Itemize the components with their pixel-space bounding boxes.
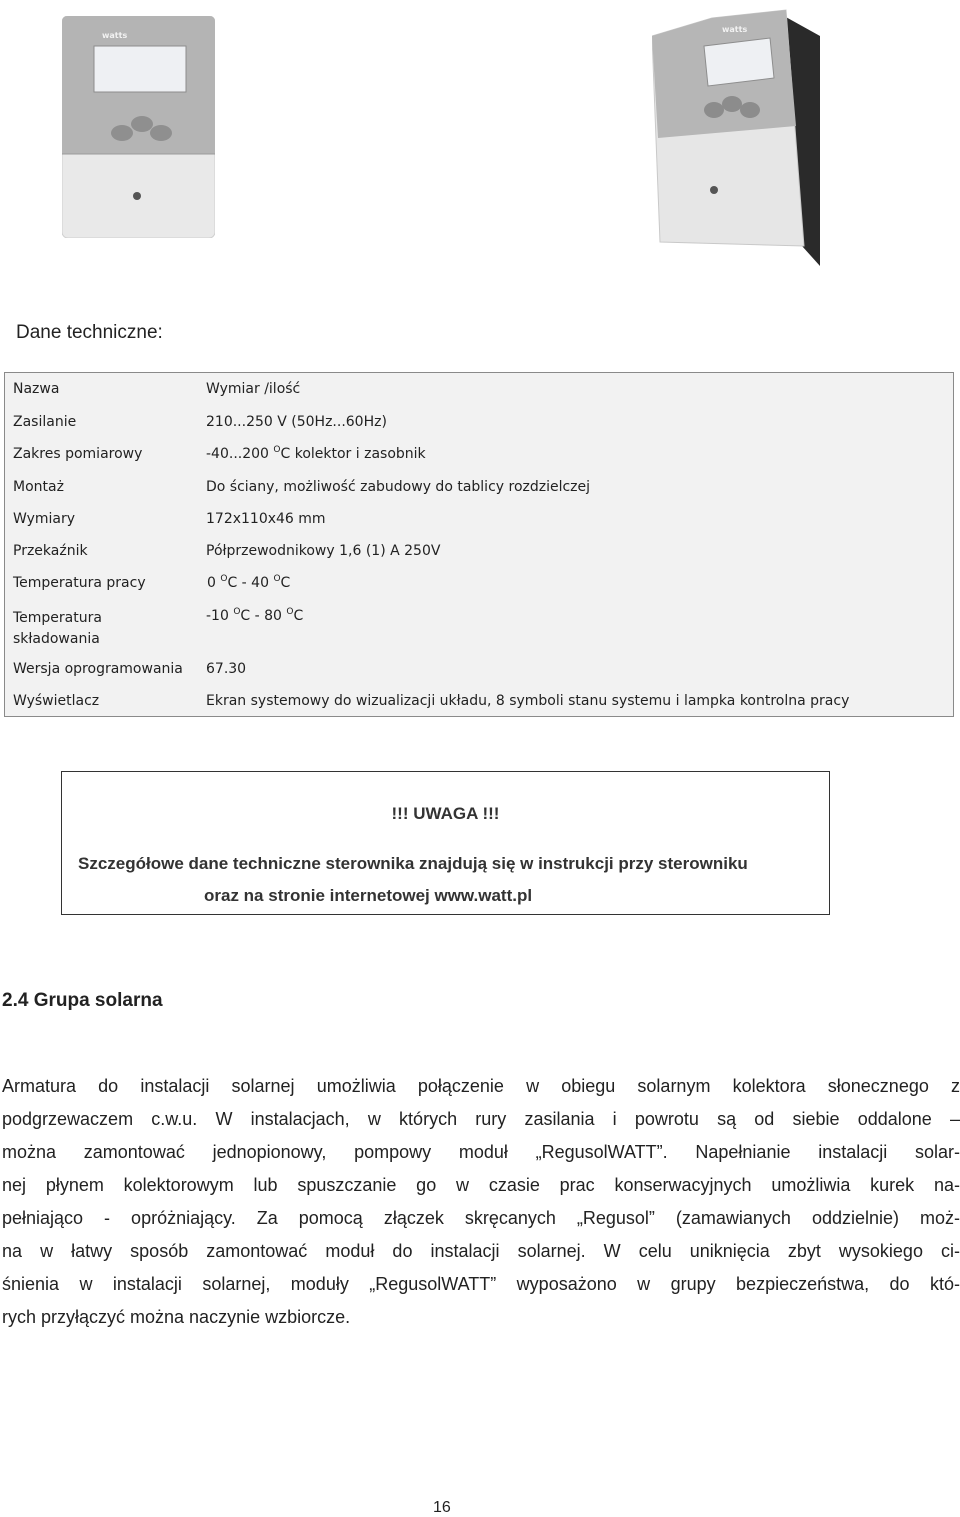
warning-notice [61,771,830,915]
paragraph-line: na w łatwy sposób zamontować moduł do instalacji solarnej. W celu uniknięcia zbyt wysokiego ci- [2,1241,960,1261]
spec-label: Nazwa [13,381,60,397]
spec-value: 0 $^O$C - 40 $^O$C [207,574,291,591]
paragraph-line: Armatura do instalacji solarnej umożliwia połączenie w obiegu solarnym kolektora słonecznego z [2,1076,960,1096]
spec-table [4,372,954,717]
spec-label: Wersja oprogramowania [13,661,183,677]
spec-label: Temperatura pracy [13,575,146,591]
spec-label: Wymiary [13,511,76,527]
spec-label: Montaż [13,479,64,495]
spec-value: 67.30 [206,661,247,677]
spec-value: Półprzewodnikowy 1,6 (1) A 250V [206,543,441,559]
notice-title: !!! UWAGA !!! [391,804,500,823]
spec-value: 210...250 V (50Hz...60Hz) [206,414,387,430]
paragraph-line: nej płynem kolektorowym lub spuszczanie go w czasie prac konserwacyjnych umożliwia kurek na- [2,1175,960,1195]
spec-label: Temperatura składowania [13,610,102,647]
spec-label: Zasilanie [13,414,77,430]
notice-text-line: Szczegółowe dane techniczne sterownika znajdują się w instrukcji przy sterowniku [78,854,748,873]
spec-value: Wymiar /ilość [206,381,301,397]
paragraph-line: można zamontować jednopionowy, pompowy moduł „RegusolWATT”. Napełnianie instalacji solar- [2,1142,960,1162]
notice-text-line: oraz na stronie internetowej www.watt.pl [204,886,533,905]
paragraph-line: podgrzewaczem c.w.u. W instalacjach, w których rury zasilania i powrotu są od siebie oddalone – [2,1109,960,1129]
brand-logo: watts [102,31,128,40]
page-number: 16 [433,1499,451,1516]
paragraph-line: pełniająco - opróżniający. Za pomocą złączek skręcanych „Regusol” (zamawianych oddzielnie) moż- [2,1208,960,1228]
spec-label: Wyświetlacz [13,693,100,709]
section-title: Dane techniczne: [16,322,163,343]
spec-value: 172x110x46 mm [206,511,326,527]
body-paragraph [2,1070,960,1334]
spec-value: Do ściany, możliwość zabudowy do tablicy rozdzielczej [206,479,591,495]
paragraph-line: rych przyłączyć można naczynie wzbiorcze. [2,1307,351,1327]
spec-label: Przekaźnik [13,543,88,559]
spec-value: Ekran systemowy do wizualizacji układu, 8 symboli stanu systemu i lampka kontrolna pracy [206,693,850,709]
brand-logo: watts [722,25,748,34]
subsection-title: 2.4 Grupa solarna [2,990,163,1011]
controller-side-image [652,6,822,268]
paragraph-line: śnienia w instalacji solarnej, moduły „RegusolWATT” wyposażono w grupy bezpieczeństwa, do któ- [2,1274,960,1294]
controller-front-image [62,16,215,238]
spec-value: -10 $^O$C - 80 $^O$C [206,607,304,624]
spec-value: -40...200 $^O$C kolektor i zasobnik [206,445,426,462]
spec-label: Zakres pomiarowy [13,446,143,462]
